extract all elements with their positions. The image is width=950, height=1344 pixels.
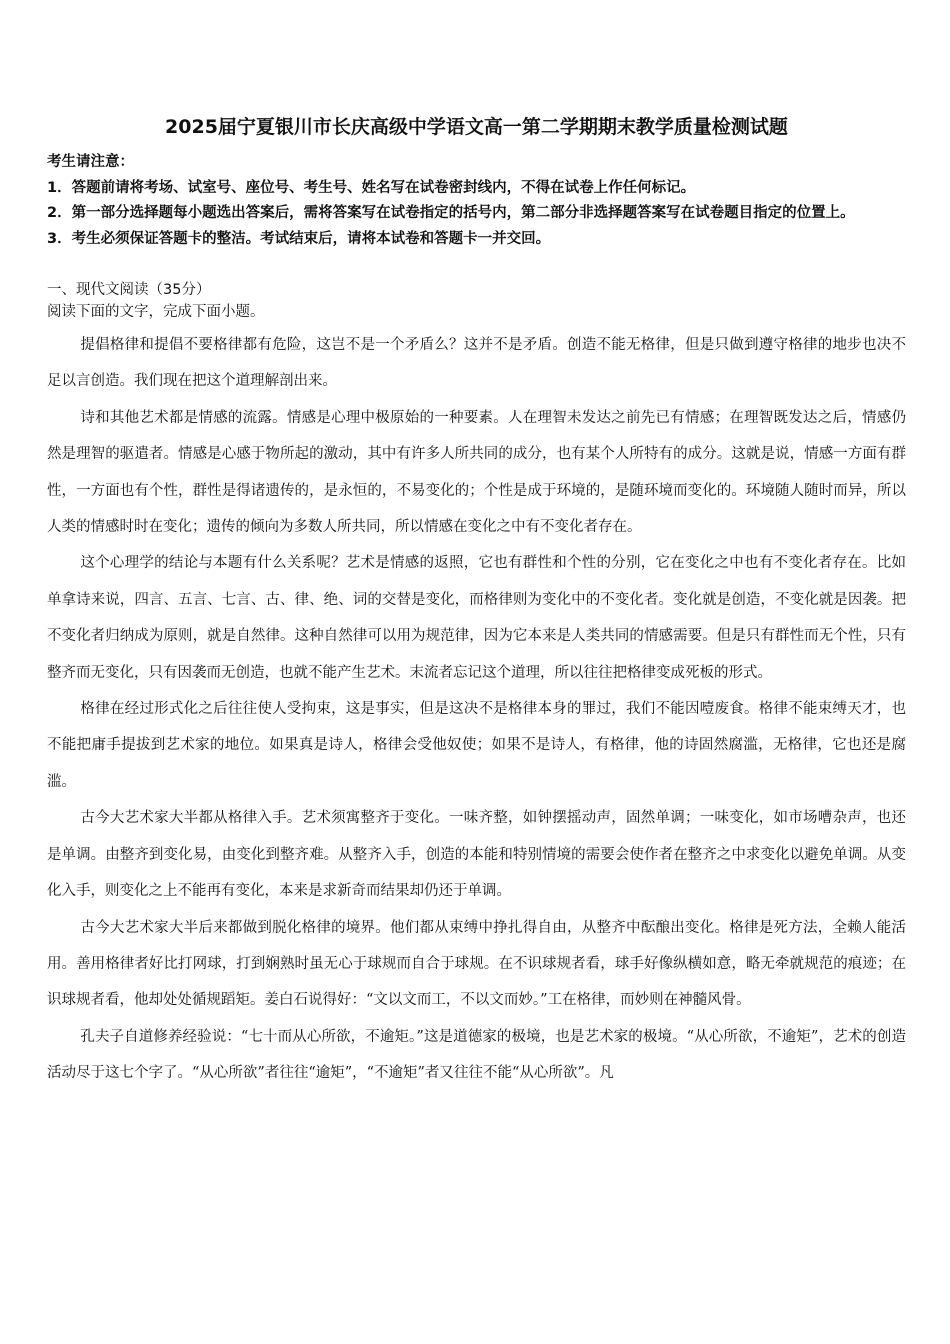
section-heading: 一、现代文阅读（35分） bbox=[47, 282, 211, 298]
passage-paragraph-6: 古今大艺术家大半后来都做到脱化格律的境界。他们都从束缚中挣扎得自由，从整齐中酝酿出变化。格律是死方法，全赖人能活用。善用格律者好比打网球，打到娴熟时虽无心于球规而自合于球规。在不识球规者看，球手好像纵横如意，略无牵就规范的痕迹；在识球规者看，他却处处循规蹈矩。姜白石说得好：“文以文而工，不以文而妙。”工在格律，而妙则在神髓风骨。 bbox=[47, 919, 906, 1009]
notice-heading: 考生请注意： bbox=[47, 154, 134, 170]
reading-instruction: 阅读下面的文字，完成下面小题。 bbox=[47, 304, 265, 320]
passage-paragraph-3: 这个心理学的结论与本题有什么关系呢？艺术是情感的返照，它也有群性和个性的分别，它在变化之中也有不变化者存在。比如单拿诗来说，四言、五言、七言、古、律、绝、词的交替是变化，而格律则为变化中的不变化者。变化就是创造，不变化就是因袭。把不变化者归纳成为原则，就是自然律。这种自然律可以用为规范律，因为它本来是人类共同的情感需要。但是只有群性而无个性，只有整齐而无变化，只有因袭而无创造，也就不能产生艺术。末流者忘记这个道理，所以往往把格律变成死板的形式。 bbox=[47, 555, 906, 681]
passage-paragraph-7: 孔夫子自道修养经验说：“七十而从心所欲，不逾矩。”这是道德家的极境，也是艺术家的极境。“从心所欲，不逾矩”，艺术的创造活动尽于这七个字了。“从心所欲”者往往“逾矩”，“不逾矩”者又往往不能“从心所欲”。凡 bbox=[47, 1028, 906, 1082]
passage-paragraph-4: 格律在经过形式化之后往往使人受拘束，这是事实，但是这决不是格律本身的罪过，我们不能因噎废食。格律不能束缚天才，也不能把庸手提拔到艺术家的地位。如果真是诗人，格律会受他奴使；如果不是诗人，有格律，他的诗固然腐滥，无格律，它也还是腐滥。 bbox=[47, 701, 906, 790]
passage-paragraph-2: 诗和其他艺术都是情感的流露。情感是心理中极原始的一种要素。人在理智未发达之前先已有情感；在理智既发达之后，情感仍然是理智的驱遣者。情感是心感于物所起的激动，其中有许多人所共同的成分，也有某个人所特有的成分。这就是说，情感一方面有群性，一方面也有个性，群性是得诸遗传的，是永恒的，不易变化的；个性是成于环境的，是随环境而变化的。环境随人随时而异，所以人类的情感时时在变化；遗传的倾向为多数人所共同，所以情感在变化之中有不变化者存在。 bbox=[47, 409, 906, 536]
notice-item-3: 3．考生必须保证答题卡的整洁。考试结束后，请将本试卷和答题卡一并交回。 bbox=[47, 230, 551, 247]
exam-title: 2025届宁夏银川市长庆高级中学语文高一第二学期期末教学质量检测试题 bbox=[165, 116, 788, 138]
reading-passage bbox=[47, 327, 906, 1092]
notice-item-2: 2．第一部分选择题每小题选出答案后，需将答案写在试卷指定的括号内，第二部分非选择题答案写在试卷题目指定的位置上。 bbox=[47, 205, 855, 221]
candidate-notice bbox=[47, 150, 906, 252]
passage-paragraph-1: 提倡格律和提倡不要格律都有危险，这岂不是一个矛盾么？这并不是矛盾。创造不能无格律，但是只做到遵守格律的地步也决不足以言创造。我们现在把这个道理解剖出来。 bbox=[47, 337, 906, 390]
passage-paragraph-5: 古今大艺术家大半都从格律入手。艺术须寓整齐于变化。一味齐整，如钟摆摇动声，固然单调；一味变化，如市场嘈杂声，也还是单调。由整齐到变化易，由变化到整齐难。从整齐入手，创造的本能和特别情境的需要会使作者在整齐之中求变化以避免单调。从变化入手，则变化之上不能再有变化，本来是求新奇而结果却仍还于单调。 bbox=[47, 810, 906, 900]
notice-item-1: 1．答题前请将考场、试室号、座位号、考生号、姓名写在试卷密封线内，不得在试卷上作任何标记。 bbox=[47, 179, 696, 196]
